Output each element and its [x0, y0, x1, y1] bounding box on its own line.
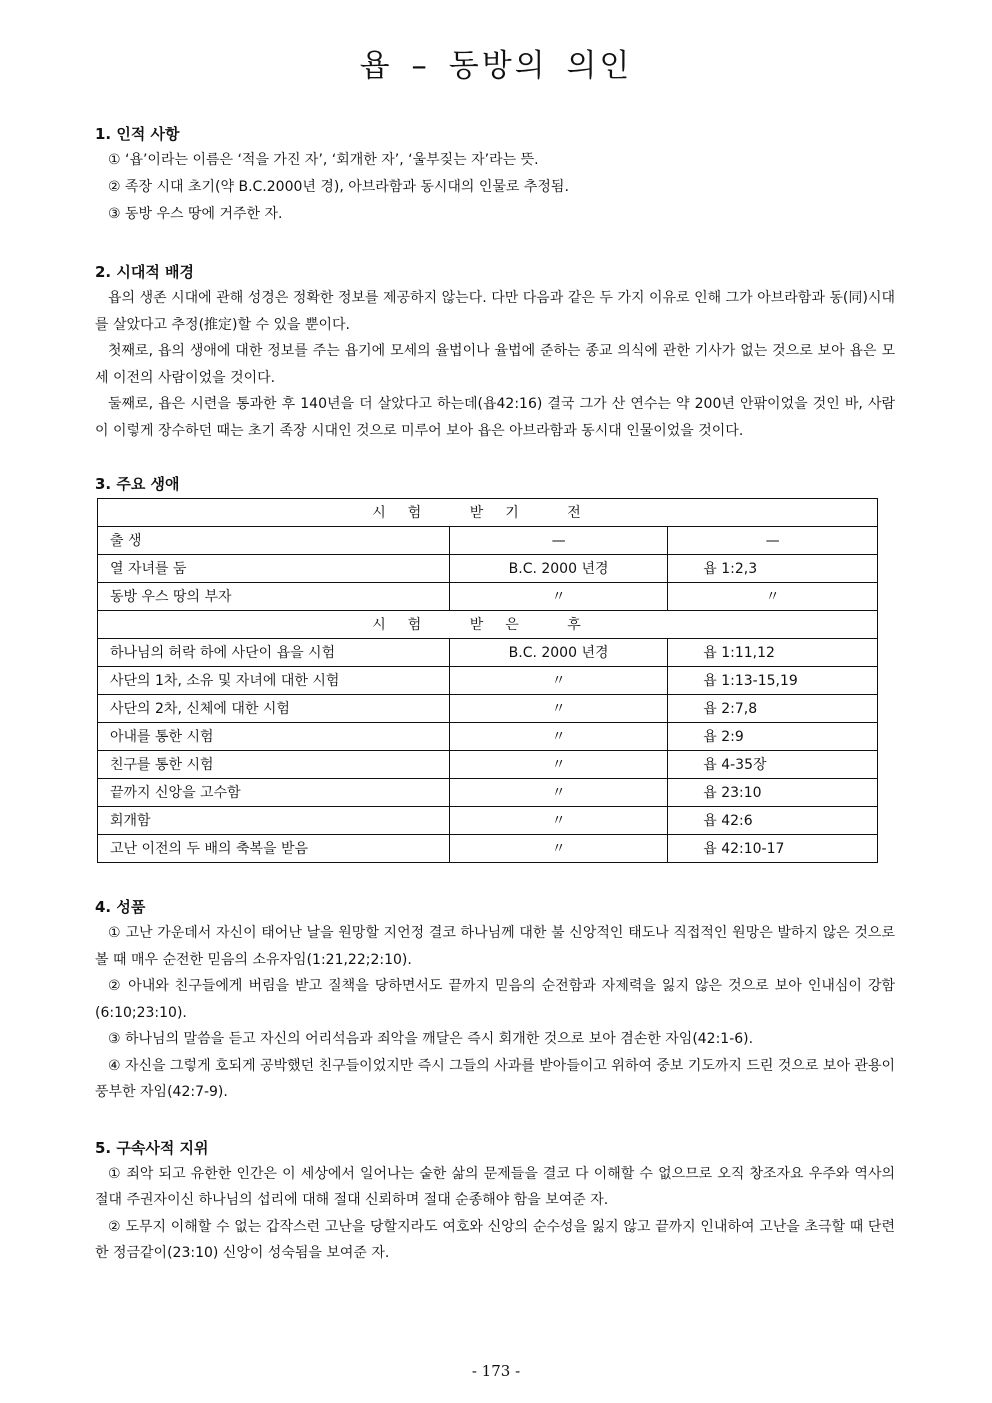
- table-row: [98, 695, 878, 723]
- reference-cell: 욥 1:13-15,19: [668, 667, 878, 695]
- paragraph: ① 고난 가운데서 자신이 태어난 날을 원망할 지언정 결코 하나님께 대한 불 신앙적인 태도나 직접적인 원망은 발하지 않은 것으로 볼 때 매우 순전한 믿음의 소유자임(1:21,22;2:10).: [95, 925, 895, 968]
- section-heading-life: 3. 주요 생애: [95, 475, 180, 493]
- table-row: [98, 835, 878, 863]
- table-band-row: [98, 499, 878, 527]
- reference-cell: 욥 42:6: [668, 807, 878, 835]
- page-title: 욥 – 동방의 의인: [359, 48, 633, 84]
- table-row: [98, 639, 878, 667]
- date-cell: B.C. 2000 년경: [449, 639, 667, 667]
- event-cell: 끝까지 신앙을 고수함: [98, 779, 450, 807]
- page-number: - 173 -: [471, 1362, 521, 1380]
- section-heading-redemptive-status: 5. 구속사적 지위: [95, 1138, 209, 1157]
- paragraph: ② 도무지 이해할 수 없는 갑작스런 고난을 당할지라도 여호와 신앙의 순수성을 잃지 않고 끝까지 인내하여 고난을 초극할 때 단련한 정금같이(23:10) 신앙이 성숙됨을 보여준 자.: [95, 1218, 895, 1261]
- table-row: [98, 583, 878, 611]
- table-row: [98, 667, 878, 695]
- date-cell: 〃: [449, 751, 667, 779]
- date-cell: 〃: [449, 583, 667, 611]
- paragraph: ④ 자신을 그렇게 호되게 공박했던 친구들이었지만 즉시 그들의 사과를 받아들이고 위하여 중보 기도까지 드린 것으로 보아 관용이 풍부한 자임(42:7-9).: [95, 1057, 895, 1100]
- table-band-row: [98, 611, 878, 639]
- table-row: [98, 555, 878, 583]
- event-cell: 사단의 2차, 신체에 대한 시험: [98, 695, 450, 723]
- date-cell: 〃: [449, 723, 667, 751]
- document-body: [95, 124, 895, 1267]
- event-cell: 출 생: [98, 527, 450, 555]
- event-cell: 하나님의 허락 하에 사단이 욥을 시험: [98, 639, 450, 667]
- list-item: ① ‘욥’이라는 이름은 ‘적을 가진 자’, ‘회개한 자’, ‘울부짖는 자’라는 뜻.: [108, 152, 539, 168]
- paragraph: 욥의 생존 시대에 관해 성경은 정확한 정보를 제공하지 않는다. 다만 다음과 같은 두 가지 이유로 인해 그가 아브라함과 동(同)시대를 살았다고 추정(推定)할 수 있을 뿐이다.: [95, 290, 895, 333]
- section-heading-personal: 1. 인적 사항: [95, 125, 180, 143]
- table-row: [98, 779, 878, 807]
- event-cell: 친구를 통한 시험: [98, 751, 450, 779]
- event-cell: 회개함: [98, 807, 450, 835]
- date-cell: —: [449, 527, 667, 555]
- reference-cell: 욥 2:7,8: [668, 695, 878, 723]
- section-heading-background: 2. 시대적 배경: [95, 263, 195, 281]
- table-row: [98, 807, 878, 835]
- list-item: ② 족장 시대 초기(약 B.C.2000년 경), 아브라함과 동시대의 인물로 추정됨.: [108, 179, 569, 195]
- event-cell: 고난 이전의 두 배의 축복을 받음: [98, 835, 450, 863]
- spacer: [95, 863, 895, 897]
- event-cell: 아내를 통한 시험: [98, 723, 450, 751]
- life-events-table: [97, 498, 878, 863]
- date-cell: 〃: [449, 695, 667, 723]
- reference-cell: 〃: [668, 583, 878, 611]
- reference-cell: 욥 1:11,12: [668, 639, 878, 667]
- table-row: [98, 527, 878, 555]
- table-row: [98, 751, 878, 779]
- list-item: ③ 동방 우스 땅에 거주한 자.: [108, 206, 283, 222]
- paragraph: ③ 하나님의 말씀을 듣고 자신의 어리석음과 죄악을 깨달은 즉시 회개한 것으로 보아 겸손한 자임(42:1-6).: [108, 1031, 754, 1047]
- reference-cell: 욥 1:2,3: [668, 555, 878, 583]
- reference-cell: 욥 2:9: [668, 723, 878, 751]
- event-cell: 동방 우스 땅의 부자: [98, 583, 450, 611]
- band-before-trial: 시험 받기 전: [98, 499, 878, 527]
- table-row: [98, 723, 878, 751]
- spacer: [95, 1106, 895, 1138]
- section-heading-character: 4. 성품: [95, 898, 146, 916]
- paragraph: ① 죄악 되고 유한한 인간은 이 세상에서 일어나는 숱한 삶의 문제들을 결코 다 이해할 수 없으므로 오직 창조자요 우주와 역사의 절대 주권자이신 하나님의 섭리에 대해 절대 신뢰하며 절대 순종해야 함을 보여준 자.: [95, 1165, 895, 1208]
- reference-cell: —: [668, 527, 878, 555]
- reference-cell: 욥 42:10-17: [668, 835, 878, 863]
- date-cell: 〃: [449, 779, 667, 807]
- paragraph: 첫째로, 욥의 생애에 대한 정보를 주는 욥기에 모세의 율법이나 율법에 준하는 종교 의식에 관한 기사가 없는 것으로 보아 욥은 모세 이전의 사람이었을 것이다.: [95, 343, 895, 386]
- date-cell: 〃: [449, 667, 667, 695]
- spacer: [95, 228, 895, 262]
- paragraph: ② 아내와 친구들에게 버림을 받고 질책을 당하면서도 끝까지 믿음의 순전함과 자제력을 잃지 않은 것으로 보아 인내심이 강함(6:10;23:10).: [95, 978, 895, 1021]
- date-cell: 〃: [449, 835, 667, 863]
- date-cell: B.C. 2000 년경: [449, 555, 667, 583]
- reference-cell: 욥 23:10: [668, 779, 878, 807]
- event-cell: 사단의 1차, 소유 및 자녀에 대한 시험: [98, 667, 450, 695]
- reference-cell: 욥 4-35장: [668, 751, 878, 779]
- paragraph: 둘째로, 욥은 시련을 통과한 후 140년을 더 살았다고 하는데(욥42:16) 결국 그가 산 연수는 약 200년 안팎이었을 것인 바, 사람이 이렇게 장수하던 때는 초기 족장 시대인 것으로 미루어 보아 욥은 아브라함과 동시대 인물이었을 것이다.: [95, 396, 895, 439]
- spacer: [95, 444, 895, 474]
- band-after-trial: 시험 받은 후: [98, 611, 878, 639]
- event-cell: 열 자녀를 둠: [98, 555, 450, 583]
- date-cell: 〃: [449, 807, 667, 835]
